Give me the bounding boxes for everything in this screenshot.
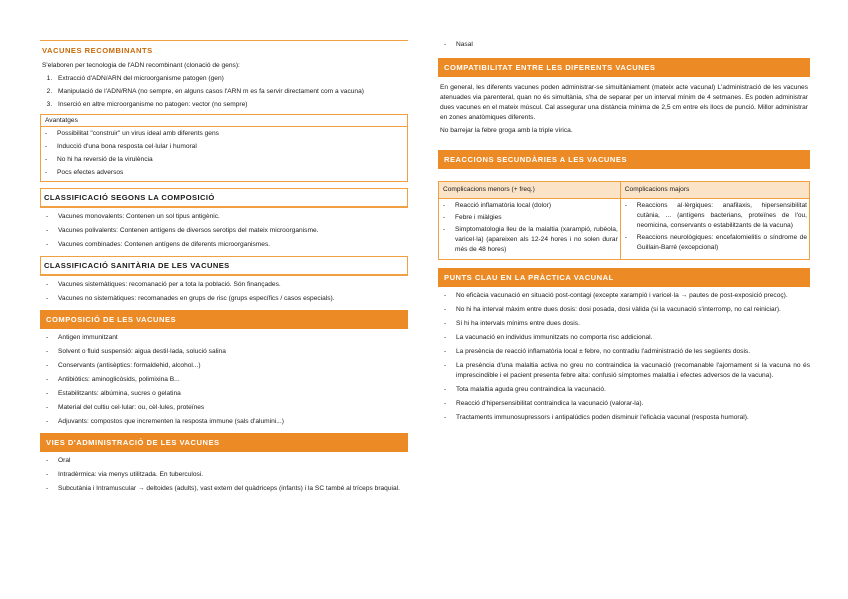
- section-composition-class: [40, 188, 408, 250]
- section-title: COMPATIBILITAT ENTRE LES DIFERENTS VACUNES: [438, 58, 810, 77]
- list-item: - La presència d'una malaltia activa no greu no contraindica la vacunació (recomanable l'ajornament si la vacuna no és imprescindible i el pacient presenta febre alta: confusió símptomes malaltia i efectes adversos de la vacuna).: [444, 361, 810, 381]
- complications-table: [438, 181, 810, 260]
- advantages-title: Avantatges: [41, 115, 407, 127]
- list-item: - Vacunes monovalents: Contenen un sol tipus antigènic.: [46, 212, 408, 222]
- list-item-nasal: - Nasal: [438, 40, 810, 50]
- steps-list: [40, 74, 408, 110]
- list-item: - No eficàcia vacunació en situació post-contagi (excepte xarampió i varicel·la → pautes de post-exposició precoç).: [444, 291, 810, 301]
- list-item: - Reacció d'hipersensibilitat contraindica la vacunació (valorar-la).: [444, 399, 810, 409]
- list-item: - Reacció inflamatòria local (dolor): [443, 201, 618, 211]
- list-item: - Subcutània i Intramuscular → deltoides (adults), vast extern del quàdriceps (infants) i la SC també al tríceps braquial.: [46, 484, 408, 494]
- list-item: - Vacunes sistemàtiques: recomanació per a tota la població. Són finançades.: [46, 280, 408, 290]
- section-vaccine-composition: [40, 310, 408, 427]
- list-item: - Oral: [46, 456, 408, 466]
- section-key-points: [438, 268, 810, 423]
- list-item: - Inducció d'una bona resposta cel·lular i humoral: [45, 142, 407, 152]
- list-item: - Sí hi ha intervals mínims entre dues dosis.: [444, 319, 810, 329]
- list-item: 1. Extracció d'ADN/ARN del microorganisme patogen (gen): [54, 74, 408, 84]
- list-item: 3. Inserció en altre microorganisme no patogen: vector (no sempre): [54, 100, 408, 110]
- section-intro: S'elaboren per tecnologia de l'ADN recombinant (clonació de gens):: [42, 62, 240, 69]
- list-item: - Solvent o fluid suspensió: aigua destil·lada, solució salina: [46, 347, 408, 357]
- section-administration-routes: [40, 433, 408, 494]
- advantages-list: [41, 129, 407, 178]
- section-title: PUNTS CLAU EN LA PRÀCTICA VACUNAL: [438, 268, 810, 287]
- compatibility-note: No barrejar la febre groga amb la triple vírica.: [440, 127, 573, 134]
- list-item: - Possibilitat "construir" un virus ideal amb diferents gens: [45, 129, 407, 139]
- section-sanitary-class: [40, 256, 408, 304]
- list-item: - No hi ha reversió de la virulència: [45, 155, 407, 165]
- right-column: [438, 40, 810, 429]
- list-item: - Conservants (antisèptics: formaldehid, alcohol...): [46, 361, 408, 371]
- list-item: - Reaccions neurològiques: encefalomielitis o síndrome de Guillain-Barré (excepcional): [625, 233, 807, 253]
- list-item: - Reaccions al·lèrgiques: anafilaxis, hipersensibilitat cutània, ... (antígens bacterians, proteïnes de l'ou, neomicina, conservants o estabilitzants de la vacuna): [625, 201, 807, 231]
- minor-cell: [439, 199, 621, 260]
- list-item: - Febre i miàlgies: [443, 213, 618, 223]
- list-item: - Adjuvants: compostos que incrementen la resposta immune (sals d'alumini...): [46, 417, 408, 427]
- section-title: CLASSIFICACIÓ SEGONS LA COMPOSICIÓ: [40, 188, 408, 208]
- list-item: 2. Manipulació de l'ADN/RNA (no sempre, en alguns casos l'ARN m es fa servir directament com a vacuna): [54, 87, 408, 97]
- list-item: - La vacunació en individus immunitzats no comporta risc addicional.: [444, 333, 810, 343]
- sanitary-list: [40, 280, 408, 304]
- minor-header: Complicacions menors (+ freq.): [439, 182, 621, 199]
- advantages-box: [40, 114, 408, 182]
- major-cell: [620, 199, 809, 260]
- list-item: - Pocs efectes adversos: [45, 168, 407, 178]
- left-column: [40, 40, 408, 500]
- list-item: - Vacunes combinades: Contenen antígens de diferents microorganismes.: [46, 240, 408, 250]
- list-item: - Estabilitzants: albúmina, sucres o gelatina: [46, 389, 408, 399]
- section-side-effects: [438, 150, 810, 260]
- section-title: COMPOSICIÓ DE LES VACUNES: [40, 310, 408, 329]
- section-title: CLASSIFICACIÓ SANITÀRIA DE LES VACUNES: [40, 256, 408, 276]
- vaccine-composition-list: [40, 333, 408, 427]
- list-item: - Vacunes no sistemàtiques: recomanades en grups de risc (grups específics / casos especials).: [46, 294, 408, 304]
- list-item: - Vacunes polivalents: Contenen antígens de diversos serotips del mateix microorganisme.: [46, 226, 408, 236]
- list-item: - Material del cultiu cel·lular: ou, cèl·lules, proteïnes: [46, 403, 408, 413]
- key-points-list: [438, 291, 810, 423]
- list-item: - Simptomatologia lleu de la malaltia (xarampió, rubèola, varicel·la) (apareixen als 12-24 hores i no solen durar més de 48 hores): [443, 225, 618, 255]
- list-item: - Antibiòtics: aminoglicòsids, polimixina B...: [46, 375, 408, 385]
- list-item: - Intradèrmica: via menys utilitzada. En tuberculosi.: [46, 470, 408, 480]
- section-compatibility: [438, 58, 810, 136]
- list-item: - Tractaments immunosupressors i antipalúdics poden disminuir l'eficàcia vacunal (resposta humoral).: [444, 413, 810, 423]
- list-item: - No hi ha interval màxim entre dues dosis: dosi posada, dosi vàlida (si la vacunació s'interromp, no cal reiniciar).: [444, 305, 810, 315]
- list-item: - Antigen immunitzant: [46, 333, 408, 343]
- compatibility-paragraph: En general, les diferents vacunes poden administrar-se simultàniament (mateix acte vacunal) L'administració de les vacunes atenuades via parenteral, quan no és simultània, s'ha de separar per un interval mínim de 4 setmanes. Es poden administrar dues vacunes en el mateix múscul. Cal assegurar una distància mínima de 2,5 cm entre els llocs de punció. Millor administrar en zones anatòmiques diferents.: [440, 84, 808, 121]
- routes-list: [40, 456, 408, 494]
- section-recombinant: [40, 40, 408, 182]
- section-title: VACUNES RECOMBINANTS: [40, 40, 408, 58]
- list-item: - La presència de reacció inflamatòria local ± febre, no contradiu l'administració de les següents dosis.: [444, 347, 810, 357]
- section-title: VIES D'ADMINISTRACIÓ DE LES VACUNES: [40, 433, 408, 452]
- major-header: Complicacions majors: [620, 182, 809, 199]
- section-title: REACCIONS SECUNDÀRIES A LES VACUNES: [438, 150, 810, 169]
- list-item: - Tota malaltia aguda greu contraindica la vacunació.: [444, 385, 810, 395]
- composition-list: [40, 212, 408, 250]
